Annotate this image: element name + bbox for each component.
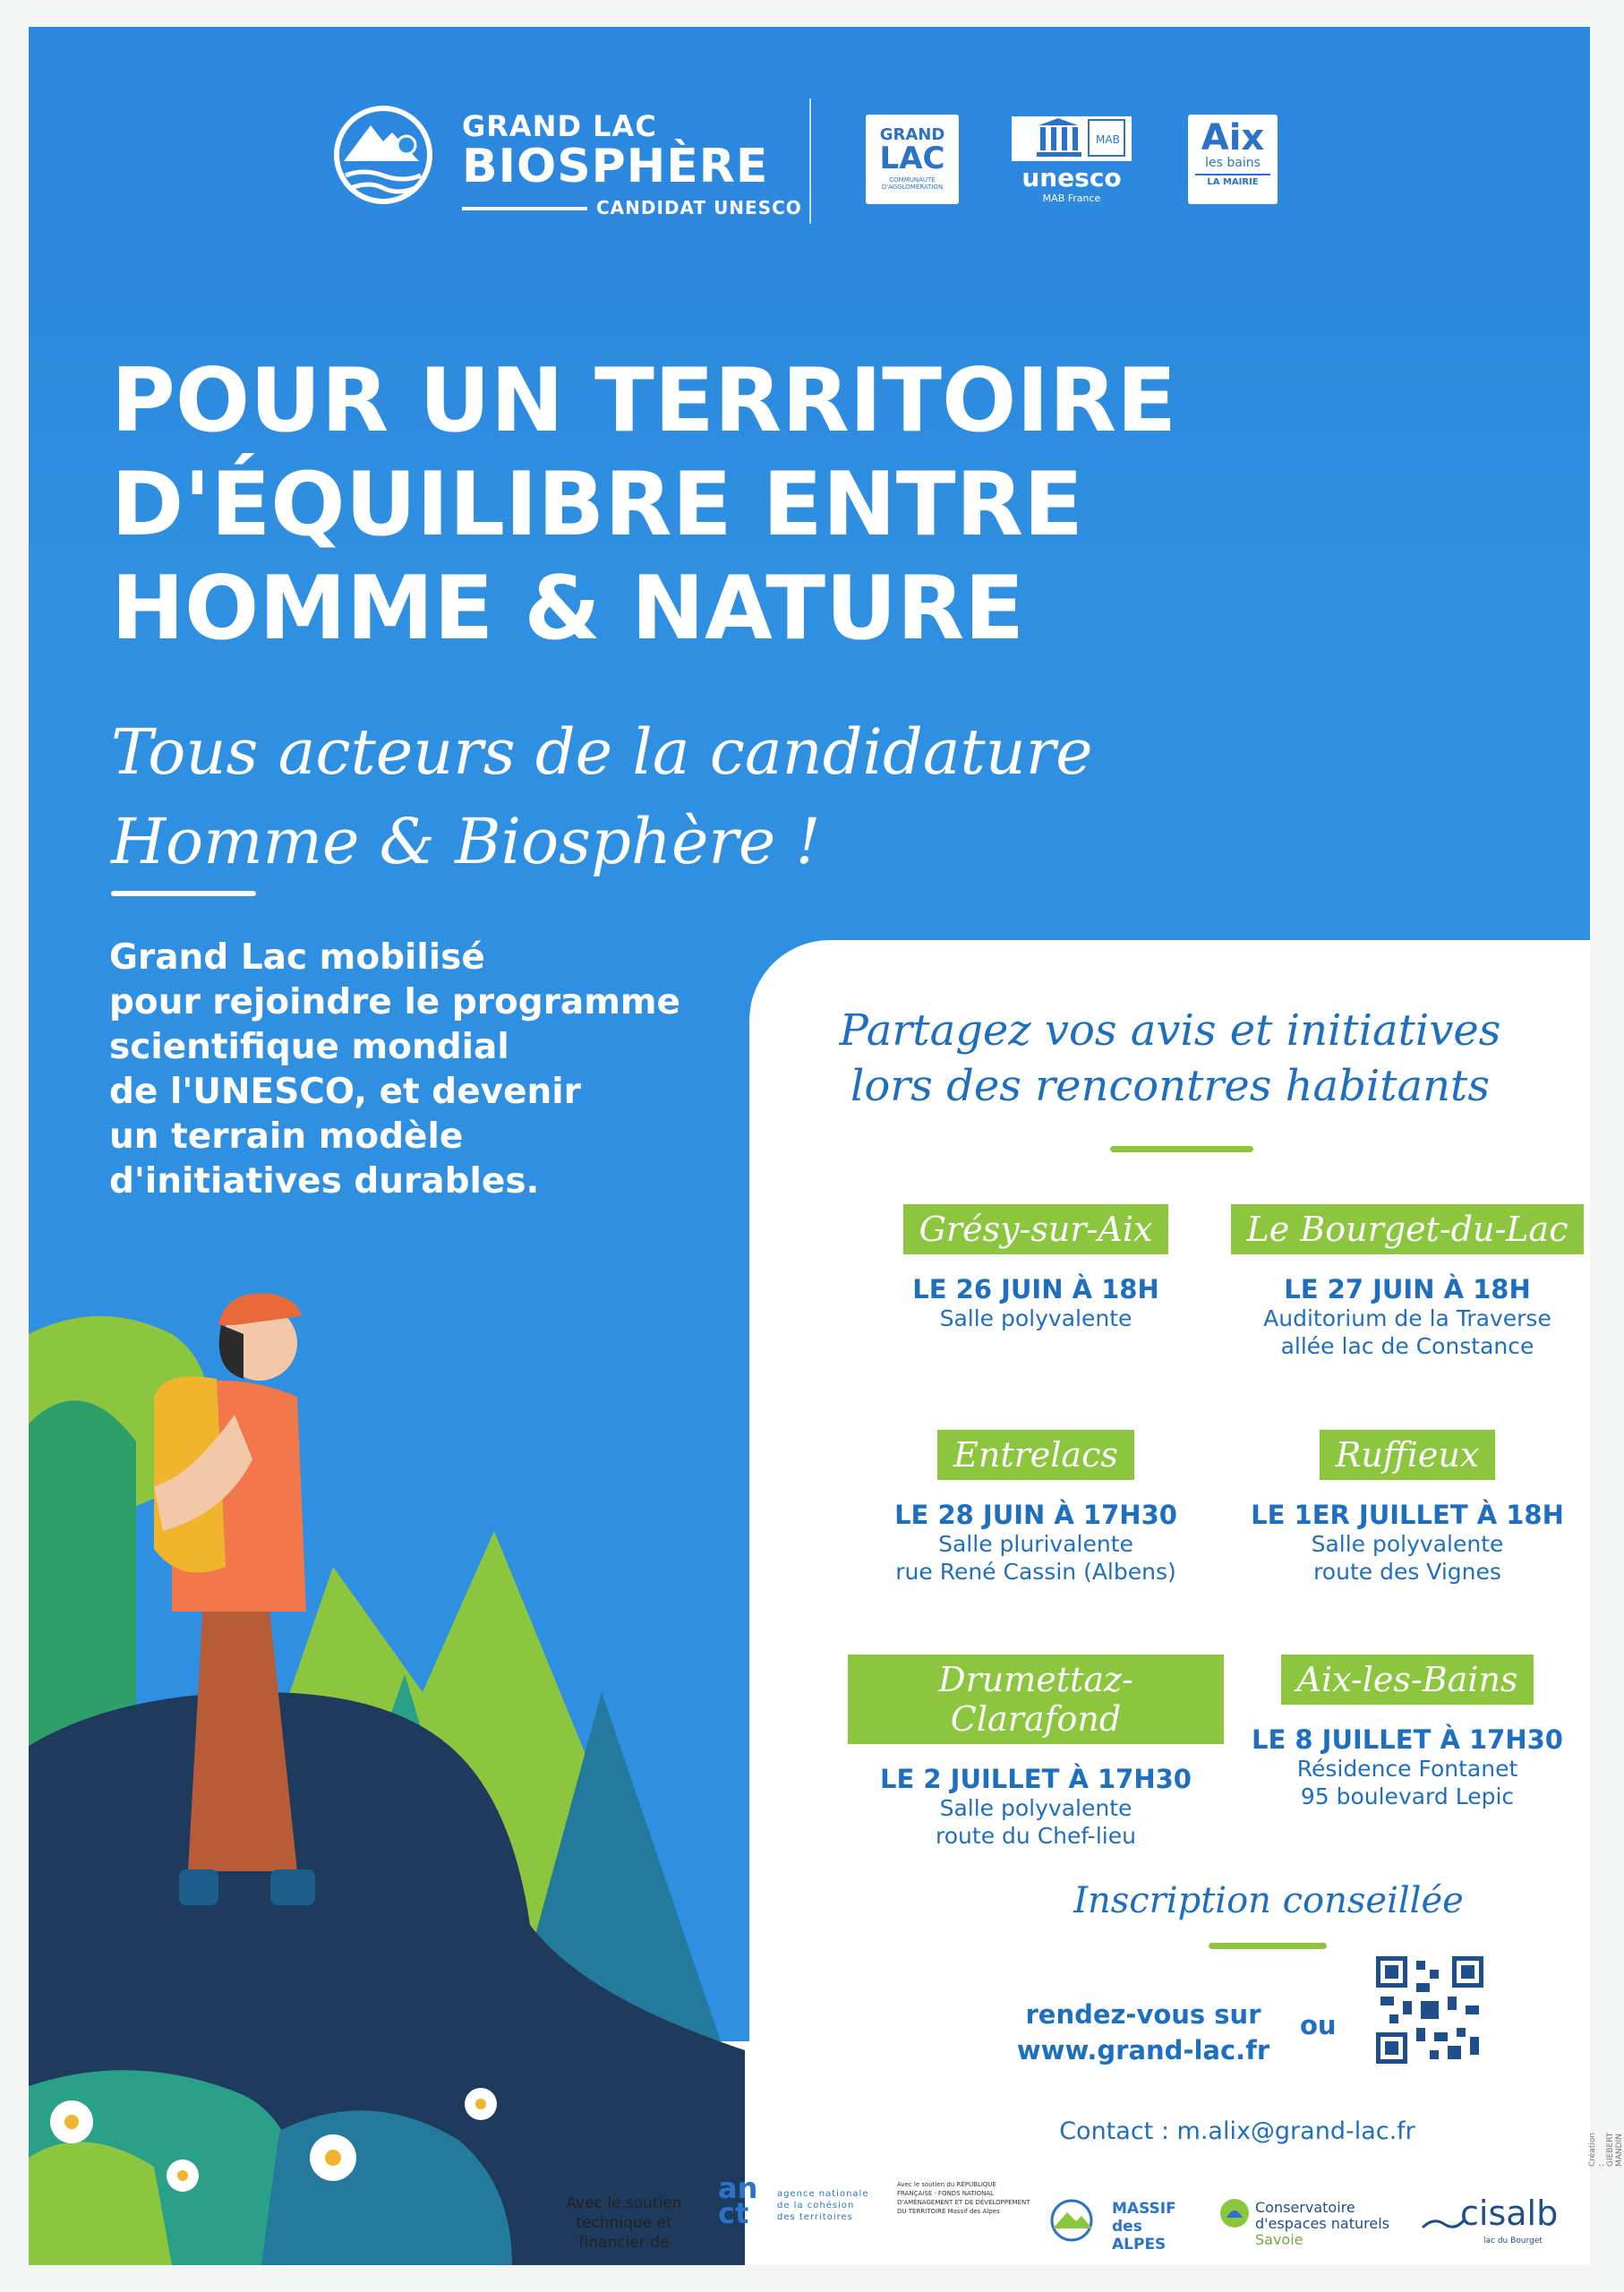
event-date: LE 2 JUILLET À 17H30 [880,1764,1192,1794]
aix-main: Aix [1201,117,1265,158]
logo-line3: CANDIDAT UNESCO [596,197,802,218]
event-date: LE 26 JUIN À 18H [912,1274,1159,1304]
intro-line: scientifique mondial [109,1027,509,1067]
unesco-sub: MAB France [1042,192,1101,204]
unesco-temple-icon [1012,116,1132,161]
event-card [1219,1204,1595,1360]
grand-lac-partner-logo [866,115,959,204]
header-separator [809,98,811,224]
event-date: LE 1ER JUILLET À 18H [1251,1500,1564,1530]
event-venue: Salle polyvalente [1311,1531,1504,1557]
biosphere-emblem-icon [328,106,444,204]
cen-savoie-logo [1219,2198,1398,2279]
card-heading-line: Partagez vos avis et initiatives [839,1005,1501,1056]
inscription-heading: Inscription conseillée [1073,1880,1464,1921]
event-place-tag: Le Bourget-du-Lac [1231,1204,1585,1254]
registration-text [996,1997,1291,2068]
rdv-line: rendez-vous sur [1025,1999,1261,2030]
unesco-label: unesco [1021,163,1122,192]
partner1-sub: COMMUNAUTÉ D'AGGLOMÉRATION [881,176,944,191]
hiker-illustration [29,1191,763,2265]
cisalb-text: cisalb [1460,2194,1559,2233]
event-venue: Salle polyvalente [939,1305,1133,1331]
svg-text:MAB: MAB [1096,133,1120,146]
event-card [848,1430,1224,1586]
event-venue-address: route du Chef-lieu [936,1823,1136,1849]
logo-line2: BIOSPHÈRE [462,140,769,193]
title-line: HOMME & NATURE [111,558,1025,660]
anct-text: agence nationale de la cohésion des territoires [777,2189,869,2222]
massif-line: des ALPES [1112,2218,1167,2254]
event-venue-address: rue René Cassin (Albens) [895,1559,1176,1585]
support-label [557,2194,691,2253]
qr-code-icon[interactable] [1372,1952,1488,2068]
partner1-top: GRAND [879,125,945,144]
poster [29,27,1624,2265]
cen-line: Conservatoire [1255,2199,1355,2216]
event-venue: Salle polyvalente [939,1795,1133,1821]
event-venue-address: allée lac de Constance [1280,1333,1534,1359]
event-venue-address: 95 boulevard Lepic [1300,1783,1515,1809]
event-card [1219,1655,1595,1810]
main-title [111,349,1275,661]
flower-icon [50,2100,93,2143]
flower-icon [465,2088,497,2120]
event-date: LE 28 JUIN À 17H30 [894,1500,1177,1530]
event-venue: Salle plurivalente [938,1531,1133,1557]
website-link[interactable]: www.grand-lac.fr [1016,2035,1270,2065]
event-date: LE 27 JUIN À 18H [1284,1274,1531,1304]
credit: Création : GIEBERT MANDIN [1588,2132,1624,2167]
card-heading-line: lors des rencontres habitants [850,1061,1490,1111]
conservatoire-icon [1219,2198,1250,2228]
contact-email[interactable]: Contact : m.alix@grand-lac.fr [1059,2117,1415,2145]
intro-line: d'initiatives durables. [109,1161,540,1202]
subtitle [111,707,1185,886]
anct-mark: an ct [718,2171,758,2230]
partner1-main: LAC [879,141,945,176]
card-heading-rule [1110,1146,1253,1152]
mountain-logo-icon [1040,2198,1103,2243]
event-place-tag: Grésy-sur-Aix [903,1204,1169,1254]
fnadt-logo: Avec le soutien du RÉPUBLIQUE FRANÇAISE · FONDS NATIONAL D'AMÉNAGEMENT ET DE DÉVELOPPEMENT DU TERRITOIRE Massif des Alpes [897,2181,1030,2215]
event-date: LE 8 JUILLET À 17H30 [1252,1724,1563,1755]
massif-line: MASSIF [1112,2200,1176,2218]
event-card [848,1655,1224,1850]
intro-line: pour rejoindre le programme [109,982,680,1022]
title-line: D'ÉQUILIBRE ENTRE [111,454,1083,556]
massif-alpes-logo [1040,2198,1192,2279]
support-line: Avec le soutien [566,2194,682,2212]
intro-line: un terrain modèle [109,1116,464,1157]
divider [111,891,256,896]
intro-text [109,936,736,1204]
aix-mairie: LA MAIRIE [1195,174,1270,187]
event-venue-address: route des Vignes [1313,1559,1501,1585]
event-venue: Auditorium de la Traverse [1263,1305,1551,1331]
subtitle-line: Homme & Biosphère ! [111,805,821,878]
subtitle-line: Tous acteurs de la candidature [111,715,1093,789]
flower-icon [310,2134,356,2181]
event-card [848,1204,1224,1332]
event-place-tag: Aix-les-Bains [1281,1655,1534,1705]
logo-line1: GRAND LAC [462,109,657,143]
anct-logo [718,2171,869,2256]
cen-line: Savoie [1255,2231,1303,2248]
inscription-rule [1209,1943,1327,1949]
event-card [1219,1430,1595,1586]
support-line: financier de [578,2234,670,2252]
support-line: technique et [576,2214,672,2232]
flower-icon [167,2159,199,2192]
title-line: POUR UN TERRITOIRE [111,350,1177,452]
cen-line: d'espaces naturels [1255,2215,1389,2232]
logo-rule [462,207,587,210]
intro-line: Grand Lac mobilisé [109,937,485,978]
cisalb-logo [1421,2194,1559,2274]
cisalb-sub: lac du Bourget [1483,2236,1543,2245]
event-place-tag: Entrelacs [937,1430,1134,1480]
or-label: ou [1300,2010,1337,2040]
unesco-logo [1009,116,1134,204]
aix-sub: les bains [1205,156,1261,170]
intro-line: de l'UNESCO, et devenir [109,1072,581,1112]
card-heading [790,1003,1551,1114]
event-place-tag: Ruffieux [1320,1430,1496,1480]
grand-lac-biosphere-logo [328,97,829,231]
event-place-tag: Drumettaz-Clarafond [848,1655,1224,1744]
event-venue: Résidence Fontanet [1296,1756,1518,1782]
wave-icon [1421,2194,1466,2238]
aix-les-bains-logo [1188,115,1278,204]
